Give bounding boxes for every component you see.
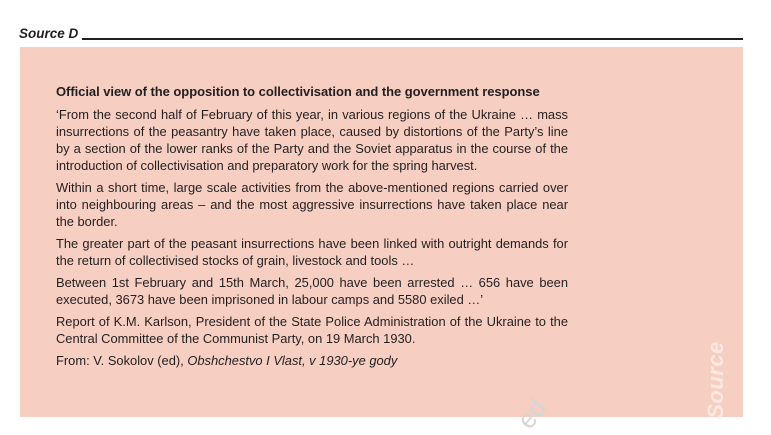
citation-title: Obshchestvo I Vlast, v 1930-ye gody (187, 353, 398, 368)
source-header (19, 26, 743, 42)
citation (56, 352, 568, 369)
report-attribution: Report of K.M. Karlson, President of the State Police Administration of the Ukraine to the Central Committee of the Communist Party, on 19 March 1930. (56, 314, 568, 346)
source-side-label: Source (703, 341, 728, 419)
source-header-rule (19, 38, 743, 40)
source-title: Official view of the opposition to collectivisation and the government response (56, 84, 540, 99)
watermark: ed (510, 393, 553, 435)
source-label: Source D (19, 26, 82, 42)
quote-paragraph-2: Within a short time, large scale activities from the above-mentioned regions carried over into neighbouring areas – and the most aggressive insurrections have taken place near the border. (56, 180, 568, 229)
source-panel (20, 47, 743, 417)
quote-paragraph-4: Between 1st February and 15th March, 25,000 have been arrested … 656 have been executed, 3673 have been imprisoned in labour camps and 5580 exiled …’ (56, 275, 568, 307)
citation-prefix: From: V. Sokolov (ed), (56, 353, 188, 368)
source-content (56, 83, 568, 374)
quote-paragraph-3: The greater part of the peasant insurrections have been linked with outright demands for the return of collectivised stocks of grain, livestock and tools … (56, 236, 568, 268)
quote-paragraph-1: ‘From the second half of February of this year, in various regions of the Ukraine … mass insurrections of the peasantry have taken place, caused by distortions of the Party’s line by a section of the lower ranks of the Party and the Soviet apparatus in the course of the introduction of collectivisation and preparatory work for the spring harvest. (56, 107, 568, 173)
